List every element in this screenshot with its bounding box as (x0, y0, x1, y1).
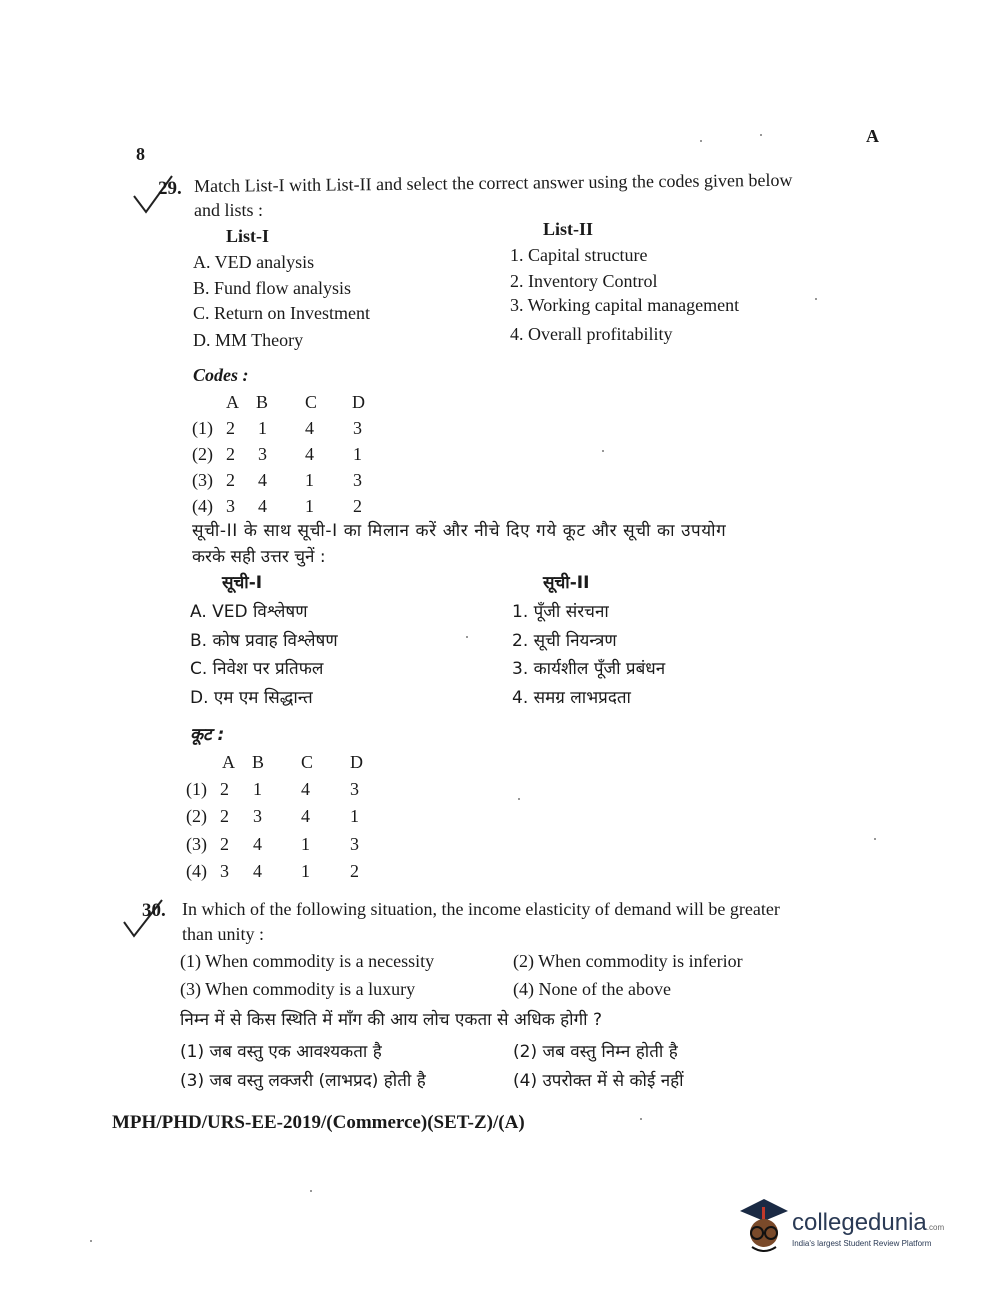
code-value: 1 (258, 418, 267, 438)
code-option: (2) (192, 444, 213, 464)
list2-title: List-II (543, 219, 594, 239)
hindi-option-2: (2) जब वस्तु निम्न होती है (513, 1042, 678, 1062)
code-value: 1 (253, 779, 262, 799)
series-letter: A (866, 126, 879, 146)
code-value: 4 (258, 470, 267, 490)
code-value: 2 (226, 470, 235, 490)
hindi-list2-item: 1. पूँजी संरचना (512, 602, 609, 622)
codes-label: Codes : (193, 365, 249, 385)
code-value: 1 (305, 496, 314, 516)
code-header: B (256, 392, 269, 412)
brand-tagline: India's largest Student Review Platform (792, 1239, 932, 1248)
code-option: (4) (186, 861, 207, 881)
code-option: (4) (192, 496, 213, 516)
collegedunia-watermark (736, 1195, 966, 1265)
code-header: C (301, 752, 314, 772)
list1-item: A. VED analysis (193, 252, 315, 272)
option-2: (2) When commodity is inferior (513, 951, 743, 971)
hindi-list2-title: सूची-II (543, 573, 590, 593)
hindi-option-1: (1) जब वस्तु एक आवश्यकता है (180, 1042, 382, 1062)
question-29-prompt-line1: Match List-I with List-II and select the correct answer using the codes given below (194, 169, 793, 196)
question-30-prompt-line2: than unity : (182, 924, 264, 944)
scan-speck (815, 298, 817, 300)
list1-item: D. MM Theory (193, 330, 304, 350)
question-29-hindi-line2: करके सही उत्तर चुनें : (192, 547, 326, 567)
code-value: 3 (350, 779, 359, 799)
list2-item: 2. Inventory Control (510, 271, 658, 291)
code-value: 4 (305, 444, 314, 464)
code-value: 1 (305, 470, 314, 490)
hindi-list2-item: 3. कार्यशील पूँजी प्रबंधन (512, 659, 666, 679)
hindi-list2-item: 2. सूची नियन्त्रण (512, 631, 617, 651)
list1-item: B. Fund flow analysis (193, 278, 352, 298)
scan-speck (760, 134, 762, 136)
scan-speck (90, 1240, 92, 1242)
code-value: 3 (220, 861, 229, 881)
code-value: 2 (220, 806, 229, 826)
scan-speck (310, 1190, 312, 1192)
hindi-list1-item: B. कोष प्रवाह विश्लेषण (190, 631, 338, 651)
option-3: (3) When commodity is a luxury (180, 979, 416, 999)
code-value: 3 (353, 418, 362, 438)
code-value: 2 (350, 861, 359, 881)
code-value: 1 (301, 861, 310, 881)
list1-item: C. Return on Investment (193, 303, 370, 323)
code-value: 4 (301, 806, 310, 826)
code-value: 3 (226, 496, 235, 516)
code-value: 2 (353, 496, 362, 516)
question-29-hindi-line1: सूची-II के साथ सूची-I का मिलान करें और नीचे दिए गये कूट और सूची का उपयोग (192, 521, 727, 541)
list1-title: List-I (226, 226, 270, 246)
code-value: 2 (226, 418, 235, 438)
code-header: D (350, 752, 363, 772)
brand-name: collegedunia (792, 1209, 927, 1236)
code-value: 4 (305, 418, 314, 438)
scan-speck (700, 140, 702, 142)
question-30-hindi-prompt: निम्न में से किस स्थिति में माँग की आय लोच एकता से अधिक होगी ? (180, 1010, 602, 1030)
code-option: (3) (186, 834, 207, 854)
list2-item: 3. Working capital management (510, 295, 740, 315)
scan-speck (874, 838, 876, 840)
code-header: C (305, 392, 318, 412)
scan-speck (466, 636, 468, 638)
option-4: (4) None of the above (513, 979, 671, 999)
page-number: 8 (136, 144, 145, 164)
scan-speck (640, 1118, 642, 1120)
code-value: 2 (220, 834, 229, 854)
hindi-list1-title: सूची-I (222, 573, 263, 593)
question-30-number: 30. (142, 900, 166, 921)
hindi-list2-item: 4. समग्र लाभप्रदता (512, 688, 631, 708)
hindi-list1-item: D. एम एम सिद्धान्त (190, 688, 313, 708)
code-header: B (252, 752, 265, 772)
code-value: 1 (353, 444, 362, 464)
code-value: 4 (258, 496, 267, 516)
hindi-option-3: (3) जब वस्तु लक्जरी (लाभप्रद) होती है (180, 1071, 426, 1091)
list2-item: 4. Overall profitability (510, 324, 673, 344)
code-value: 3 (350, 834, 359, 854)
brand-suffix: .com (926, 1223, 945, 1232)
paper-code: MPH/PHD/URS-EE-2019/(Commerce)(SET-Z)/(A) (112, 1112, 525, 1133)
code-value: 1 (350, 806, 359, 826)
code-value: 3 (353, 470, 362, 490)
code-value: 4 (253, 861, 262, 881)
code-value: 4 (301, 779, 310, 799)
option-1: (1) When commodity is a necessity (180, 951, 435, 971)
list2-item: 1. Capital structure (510, 245, 648, 265)
code-value: 2 (220, 779, 229, 799)
code-value: 3 (258, 444, 267, 464)
code-option: (1) (192, 418, 213, 438)
question-29-number: 29. (158, 178, 182, 199)
code-value: 1 (301, 834, 310, 854)
hindi-codes-label: कूट : (190, 725, 225, 745)
code-header: A (222, 752, 235, 772)
code-option: (1) (186, 779, 207, 799)
question-29-prompt-line2: and lists : (194, 200, 264, 220)
question-30-prompt-line1: In which of the following situation, the income elasticity of demand will be greater (182, 899, 780, 919)
code-value: 3 (253, 806, 262, 826)
mascot-logo-icon (736, 1197, 792, 1257)
code-value: 2 (226, 444, 235, 464)
code-option: (2) (186, 806, 207, 826)
hindi-list1-item: C. निवेश पर प्रतिफल (190, 659, 324, 679)
hindi-option-4: (4) उपरोक्त में से कोई नहीं (513, 1071, 684, 1091)
code-option: (3) (192, 470, 213, 490)
scan-speck (602, 450, 604, 452)
code-header: D (352, 392, 365, 412)
code-header: A (226, 392, 239, 412)
scan-speck (518, 798, 520, 800)
code-value: 4 (253, 834, 262, 854)
hindi-list1-item: A. VED विश्लेषण (190, 602, 308, 622)
